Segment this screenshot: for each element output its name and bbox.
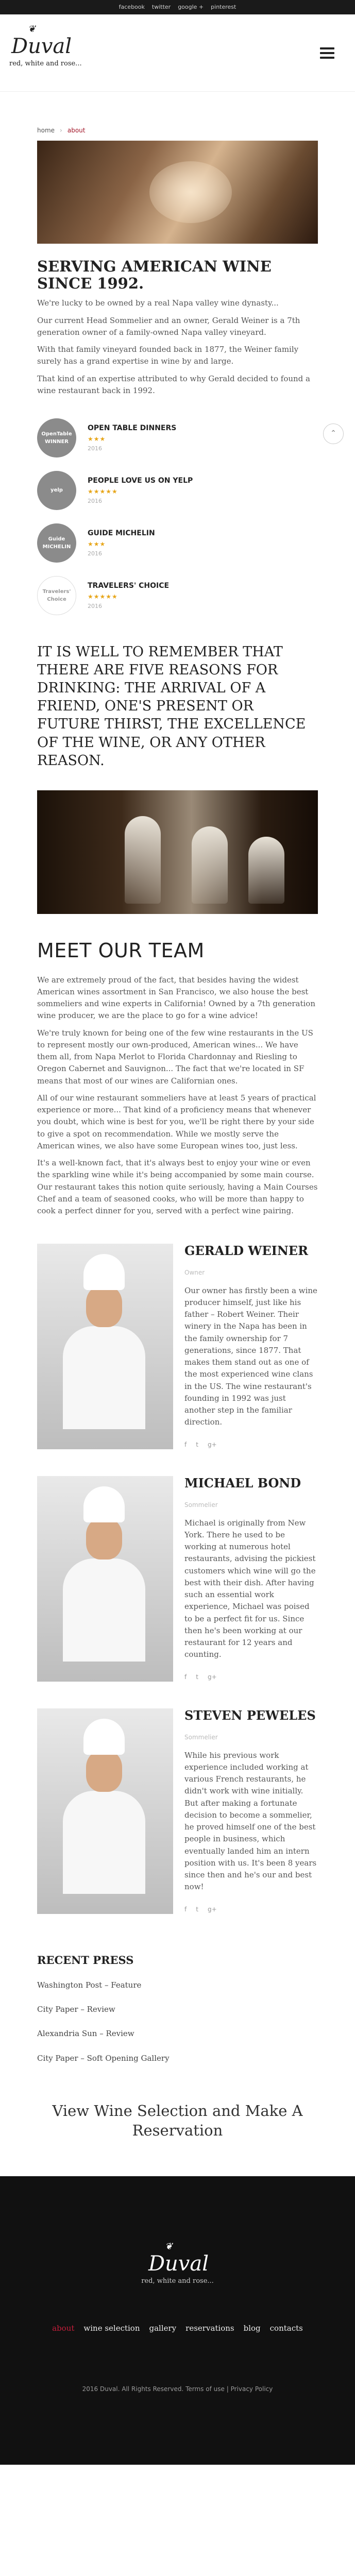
award-item <box>37 523 318 563</box>
intro-paragraph: Our current Head Sommelier and an owner, Gerald Weiner is a 7th generation owner of a family-owned Napa valley vineyard. <box>37 315 300 337</box>
team-heading: MEET OUR TEAM <box>37 939 205 962</box>
award-title: OPEN TABLE DINNERS <box>88 424 177 433</box>
grape-icon: ❦ <box>164 2241 173 2252</box>
cta-middle: and <box>212 2102 241 2120</box>
logo-wordmark: ❦ Duval <box>11 24 72 59</box>
award-year: 2016 <box>88 550 102 557</box>
breadcrumb-home[interactable]: home <box>37 127 55 134</box>
award-item <box>37 471 318 510</box>
privacy-link[interactable]: Privacy Policy <box>230 2385 273 2393</box>
topbar-pinterest-link[interactable]: pinterest <box>211 4 236 11</box>
team-member-name: GERALD WEINER <box>184 1243 309 1259</box>
awards-list <box>37 418 336 615</box>
intro-paragraph: We're lucky to be owned by a real Napa valley wine dynasty... <box>37 298 279 308</box>
team-member-photo <box>37 1708 173 1914</box>
topbar-google-link[interactable]: google + <box>178 4 204 11</box>
twitter-icon[interactable]: t <box>196 1905 198 1913</box>
menu-icon[interactable] <box>320 47 334 59</box>
award-year: 2016 <box>88 445 102 452</box>
team-member-card <box>37 1244 318 1449</box>
topbar-facebook-link[interactable]: facebook <box>119 4 145 11</box>
opentable-badge-icon: OpenTable WINNER <box>37 418 76 457</box>
team-member-role: Sommelier <box>184 1501 218 1509</box>
team-paragraph: All of our wine restaurant sommeliers have at least 5 years of practical experience or more... That kind of a proficiency means that whenever you doubt, which wine is best for you, we'll be right there by your side to give a spot on recommendation. While we mostly serve the American wines, we also have some European wines too, just less. <box>37 1093 316 1150</box>
team-member-bio: While his previous work experience included working at various French restaurants, he didn't work with wine initially. But after making a fortunate decision to become a sommelier, he proved himself one of the best people in business, which eventually landed him an intern position with us. It's been 8 years since then and he's our and best now! <box>184 1750 317 1892</box>
award-stars: ★★★ <box>88 540 106 548</box>
facebook-icon[interactable]: f <box>184 1905 187 1913</box>
wine-selection-link[interactable]: Wine Selection <box>94 2102 208 2120</box>
make-reservation-link[interactable]: Make A Reservation <box>132 2102 303 2139</box>
team-member-card <box>37 1476 318 1682</box>
travelers-choice-badge-icon: Travelers' Choice <box>37 576 76 615</box>
team-member-card <box>37 1708 318 1914</box>
press-link[interactable]: City Paper – Soft Opening Gallery <box>37 2053 170 2063</box>
team-paragraph: We are extremely proud of the fact, that besides having the widest American wines assortment in San Francisco, we also house the best sommeliers and wine experts in California! Owned by a 7th generation wine producer, we are the place to go for a wine advice! <box>37 975 315 1021</box>
footer-separator: | <box>226 2385 229 2393</box>
team-member-socials <box>184 1440 318 1450</box>
award-item <box>37 418 318 457</box>
team-member-photo <box>37 1476 173 1682</box>
press-link[interactable]: Washington Post – Feature <box>37 1980 142 1990</box>
google-plus-icon[interactable]: g+ <box>207 1440 217 1448</box>
site-header <box>0 14 355 92</box>
facebook-icon[interactable]: f <box>184 1673 187 1681</box>
award-year: 2016 <box>88 497 102 504</box>
topbar-twitter-link[interactable]: twitter <box>151 4 171 11</box>
yelp-badge-icon: yelp <box>37 471 76 510</box>
wine-quote: IT IS WELL TO REMEMBER THAT THERE ARE FIVE REASONS FOR DRINKING: THE ARRIVAL OF A FRIEND, ONE'S PRESENT OR FUTURE THIRST, THE EXCELLENCE OF THE WINE, OR ANY OTHER REASON. <box>37 644 306 769</box>
team-member-bio: Our owner has firstly been a wine producer himself, just like his father – Robert Weiner. Their winery in the Napa has been in the family ownership for 7 generations, since 1877. That makes them stand out as one of the most experienced wine clans in the US. The wine restaurant's founding in 1992 was just another step in the familiar direction. <box>184 1285 317 1427</box>
award-title: GUIDE MICHELIN <box>88 529 155 538</box>
footer-logo[interactable] <box>141 2241 214 2286</box>
team-member-socials <box>184 1672 318 1682</box>
intro-paragraph: With that family vineyard founded back in 1877, the Weiner family surely has a grand expertise in wine by and large. <box>37 345 299 366</box>
award-title: PEOPLE LOVE US ON YELP <box>88 477 193 485</box>
footer-nav-about[interactable]: about <box>52 2324 75 2333</box>
twitter-icon[interactable]: t <box>196 1440 198 1448</box>
breadcrumb-separator-icon: › <box>60 127 62 134</box>
footer-bottom <box>82 2384 273 2394</box>
footer-nav-blog[interactable]: blog <box>243 2324 261 2333</box>
grape-icon: ❦ <box>28 24 36 35</box>
press-title: RECENT PRESS <box>37 1954 134 1967</box>
facebook-icon[interactable]: f <box>184 1440 187 1448</box>
cta-prefix: View <box>52 2102 90 2120</box>
award-title: TRAVELERS' CHOICE <box>88 582 170 590</box>
footer-nav <box>52 2323 303 2334</box>
hero-image <box>37 141 318 244</box>
recent-press <box>37 1952 318 2065</box>
site-logo[interactable] <box>9 24 82 69</box>
social-topbar <box>0 0 355 14</box>
scroll-up-button[interactable]: ⌃ <box>323 423 344 444</box>
footer-nav-gallery[interactable]: gallery <box>149 2324 177 2333</box>
team-member-role: Owner <box>184 1269 205 1277</box>
call-to-action <box>37 2102 318 2140</box>
wine-glass-image <box>37 790 318 914</box>
intro-title: SERVING AMERICAN WINE SINCE 1992. <box>37 257 272 292</box>
team-member-role: Sommelier <box>184 1734 218 1741</box>
award-stars: ★★★★★ <box>88 593 118 601</box>
press-link[interactable]: City Paper – Review <box>37 2005 115 2014</box>
team-member-photo <box>37 1244 173 1449</box>
logo-tagline: red, white and rose... <box>9 60 82 68</box>
breadcrumb <box>0 92 355 141</box>
award-year: 2016 <box>88 602 102 609</box>
team-member-name: STEVEN PEWELES <box>184 1708 316 1723</box>
site-footer <box>0 2176 355 2465</box>
footer-nav-reservations[interactable]: reservations <box>185 2324 234 2333</box>
google-plus-icon[interactable]: g+ <box>207 1905 217 1913</box>
logo-wordmark: ❦ Duval <box>148 2241 209 2276</box>
team-member-socials <box>184 1905 318 1914</box>
twitter-icon[interactable]: t <box>196 1673 198 1681</box>
award-item <box>37 576 318 615</box>
team-paragraph: We're truly known for being one of the few wine restaurants in the US to represent mostly our own-produced, American wines... We have them all, from Napa Merlot to Florida Chardonnay and Riesling to Oregon Cabernet and Sauvignon... The fact that we're located in SF means that most of our wines are Californian ones. <box>37 1028 313 1086</box>
award-stars: ★★★ <box>88 435 106 443</box>
team-member-name: MICHAEL BOND <box>184 1476 301 1491</box>
team-paragraph: It's a well-known fact, that it's always best to enjoy your wine or even the sparkling wine while it's being accompanied by some main course. Our restaurant takes this notion quite seriously, having a Main Courses Chef and a team of seasoned cooks, who will be more than happy to cook a perfect dinner for you, served with a perfect wine pairing. <box>37 1158 318 1216</box>
press-link[interactable]: Alexandria Sun – Review <box>37 2029 134 2039</box>
footer-nav-wine-selection[interactable]: wine selection <box>83 2324 140 2333</box>
terms-link[interactable]: Terms of use <box>185 2385 225 2393</box>
copyright: 2016 Duval. All Rights Reserved. <box>82 2385 184 2393</box>
team-member-bio: Michael is originally from New York. There he used to be working at numerous hotel restaurants, advising the pickiest customers which wine will go the best with their dish. After having such an essential work experience, Michael was poised to be a perfect fit for us. Since then he's been working at our restaurant for 12 years and counting. <box>184 1518 316 1659</box>
logo-tagline: red, white and rose... <box>141 2277 214 2285</box>
breadcrumb-current: about <box>67 127 86 134</box>
google-plus-icon[interactable]: g+ <box>207 1673 217 1681</box>
award-stars: ★★★★★ <box>88 488 118 496</box>
intro-paragraph: That kind of an expertise attributed to why Gerald decided to found a wine restaurant back in 1992. <box>37 374 310 395</box>
footer-nav-contacts[interactable]: contacts <box>269 2324 303 2333</box>
michelin-badge-icon: Guide MICHELIN <box>37 523 76 563</box>
